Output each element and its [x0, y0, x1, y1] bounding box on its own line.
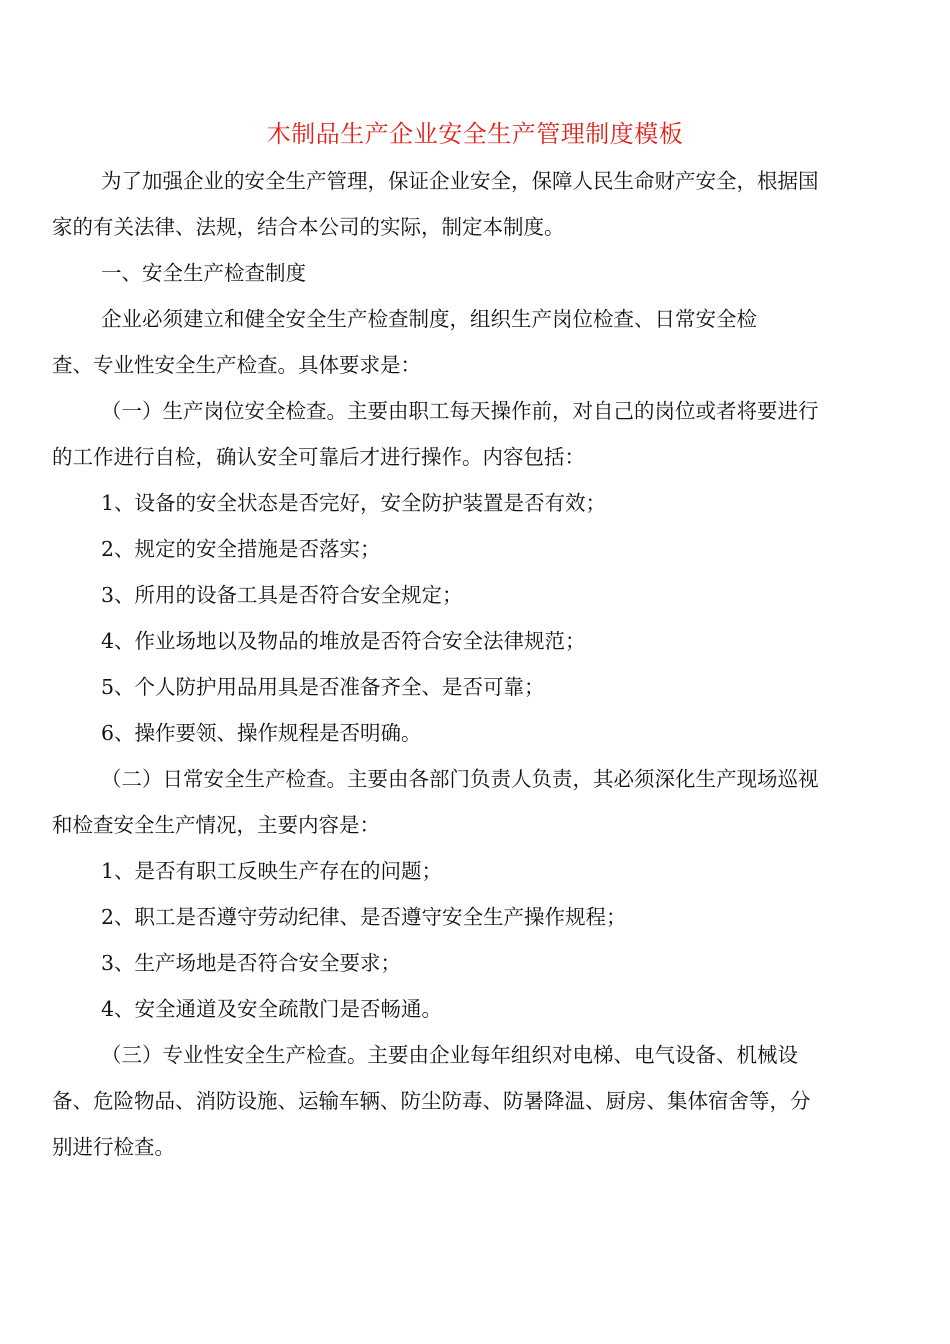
- subsection-line: （一）生产岗位安全检查。主要由职工每天操作前，对自己的岗位或者将要进行: [101, 399, 819, 423]
- paragraph-line: 为了加强企业的安全生产管理，保证企业安全，保障人民生命财产安全，根据国: [101, 169, 819, 193]
- list-item: 3、所用的设备工具是否符合安全规定；: [101, 583, 463, 607]
- paragraph-line: 和检查安全生产情况，主要内容是：: [52, 813, 380, 837]
- list-item: 4、安全通道及安全疏散门是否畅通。: [101, 997, 443, 1021]
- list-item: 3、生产场地是否符合安全要求；: [101, 951, 402, 975]
- subsection-line: （二）日常安全生产检查。主要由各部门负责人负责，其必须深化生产现场巡视: [101, 767, 819, 791]
- paragraph-line: 的工作进行自检，确认安全可靠后才进行操作。内容包括：: [52, 445, 585, 469]
- paragraph-line: 家的有关法律、法规，结合本公司的实际，制定本制度。: [52, 215, 565, 239]
- list-item: 4、作业场地以及物品的堆放是否符合安全法律规范；: [101, 629, 586, 653]
- list-item: 2、职工是否遵守劳动纪律、是否遵守安全生产操作规程；: [101, 905, 627, 929]
- paragraph-line: 查、专业性安全生产检查。具体要求是：: [52, 353, 421, 377]
- list-item: 1、设备的安全状态是否完好，安全防护装置是否有效；: [101, 491, 607, 515]
- list-item: 1、是否有职工反映生产存在的问题；: [101, 859, 443, 883]
- list-item: 5、个人防护用品用具是否准备齐全、是否可靠；: [101, 675, 545, 699]
- section-heading: 一、安全生产检查制度: [101, 261, 306, 285]
- paragraph-line: 企业必须建立和健全安全生产检查制度，组织生产岗位检查、日常安全检: [101, 307, 757, 331]
- paragraph-line: 备、危险物品、消防设施、运输车辆、防尘防毒、防暑降温、厨房、集体宿舍等，分: [52, 1089, 811, 1113]
- list-item: 2、规定的安全措施是否落实；: [101, 537, 381, 561]
- document-title: 木制品生产企业安全生产管理制度模板: [266, 120, 684, 148]
- subsection-line: （三）专业性安全生产检查。主要由企业每年组织对电梯、电气设备、机械设: [101, 1043, 798, 1067]
- paragraph-line: 别进行检查。: [52, 1135, 175, 1159]
- list-item: 6、操作要领、操作规程是否明确。: [101, 721, 422, 745]
